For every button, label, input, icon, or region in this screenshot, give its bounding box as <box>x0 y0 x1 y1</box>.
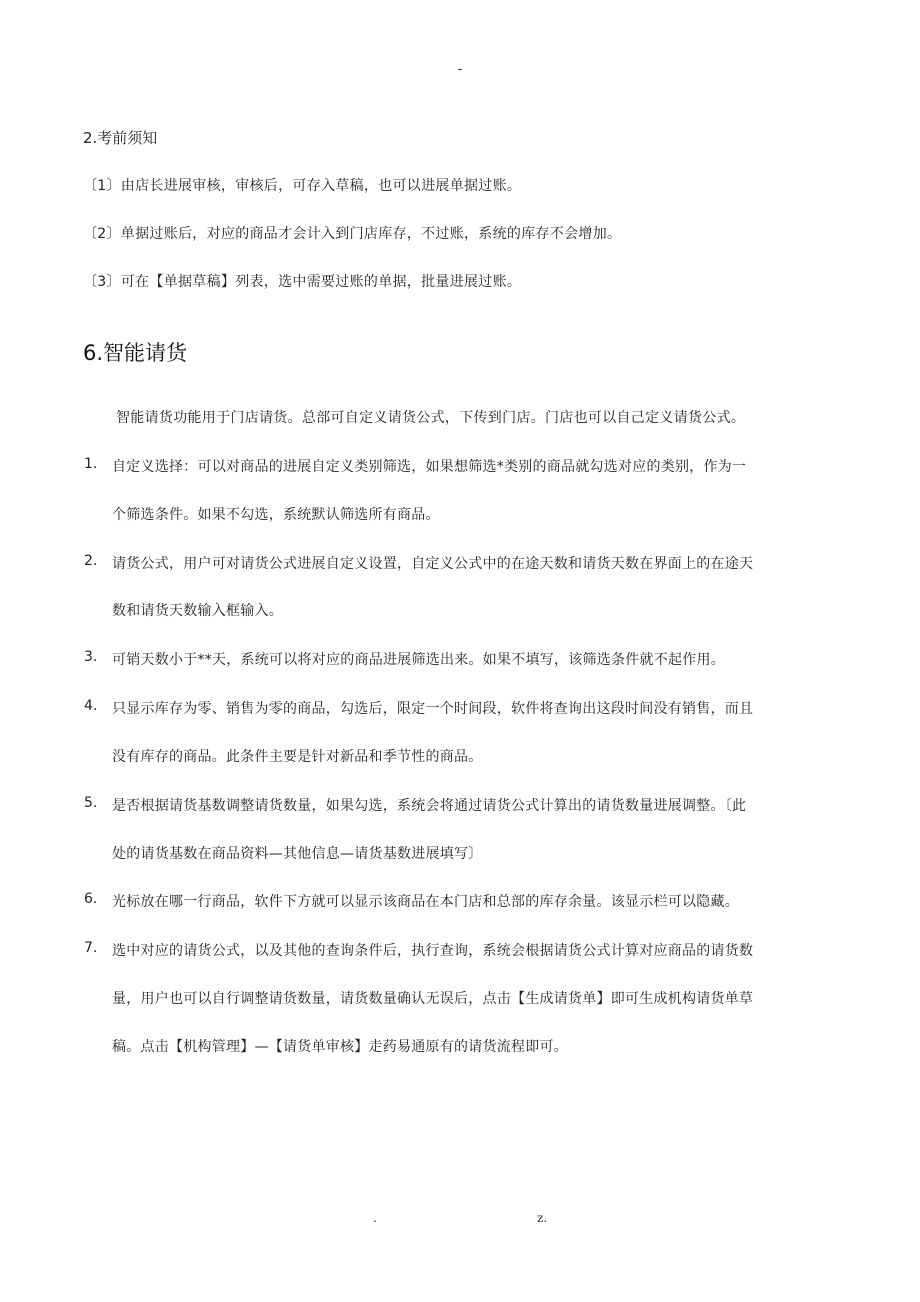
list-item-number: 1. <box>84 456 98 472</box>
prereq-title: 2.考前须知 <box>83 129 158 147</box>
prereq-note-1: 〔1〕由店长进展审核，审核后，可存入草稿，也可以进展单据过账。 <box>83 178 522 194</box>
footer-left-mark: . <box>373 1211 377 1225</box>
list-item-number: 5. <box>84 795 98 811</box>
section-intro: 智能请货功能用于门店请货。总部可自定义请货公式，下传到门店。门店也可以自己定义请货公式。 <box>116 410 746 426</box>
list-item-line: 自定义选择：可以对商品的进展自定义类别筛选，如果想筛选*类别的商品就勾选对应的类别，作为一 <box>112 459 747 475</box>
list-item-line: 稿。点击【机构管理】—【请货单审核】走药易通原有的请货流程即可。 <box>112 1039 568 1055</box>
list-item-line: 量，用户也可以自行调整请货数量，请货数量确认无误后，点击【生成请货单】即可生成机构请货单草 <box>112 991 754 1007</box>
prereq-note-3: 〔3〕可在【单据草稿】列表，选中需要过账的单据，批量进展过账。 <box>83 274 522 290</box>
list-item-number: 3. <box>84 649 98 665</box>
list-item-line: 选中对应的请货公式，以及其他的查询条件后，执行查询，系统会根据请货公式计算对应商品的请货数 <box>112 943 754 959</box>
list-item-line: 可销天数小于**天，系统可以将对应的商品进展筛选出来。如果不填写，该筛选条件就不起作用。 <box>112 652 725 668</box>
list-item-line: 请货公式，用户可对请货公式进展自定义设置，自定义公式中的在途天数和请货天数在界面上的在途天 <box>112 556 754 572</box>
list-item-line: 光标放在哪一行商品，软件下方就可以显示该商品在本门店和总部的库存余量。该显示栏可以隐藏。 <box>112 894 739 910</box>
header-mark: - <box>457 62 463 77</box>
list-item-line: 处的请货基数在商品资料—其他信息—请货基数进展填写〕 <box>112 846 483 862</box>
list-item-number: 2. <box>84 553 98 569</box>
list-item-line: 只显示库存为零、销售为零的商品，勾选后，限定一个时间段，软件将查询出这段时间没有销售，而且 <box>112 701 754 717</box>
footer-right-mark: z. <box>537 1211 548 1225</box>
prereq-note-2: 〔2〕单据过账后，对应的商品才会计入到门店库存，不过账，系统的库存不会增加。 <box>83 226 622 242</box>
list-item-number: 7. <box>84 940 98 956</box>
list-item-number: 6. <box>84 891 98 907</box>
list-item-line: 个筛选条件。如果不勾选，系统默认筛选所有商品。 <box>112 507 440 523</box>
list-item-line: 没有库存的商品。此条件主要是针对新品和季节性的商品。 <box>112 749 483 765</box>
section-title: 6.智能请货 <box>83 341 188 365</box>
list-item-number: 4. <box>84 698 98 714</box>
list-item-line: 是否根据请货基数调整请货数量，如果勾选，系统会将通过请货公式计算出的请货数量进展调整。〔此 <box>112 798 747 814</box>
list-item-line: 数和请货天数输入框输入。 <box>112 603 283 619</box>
